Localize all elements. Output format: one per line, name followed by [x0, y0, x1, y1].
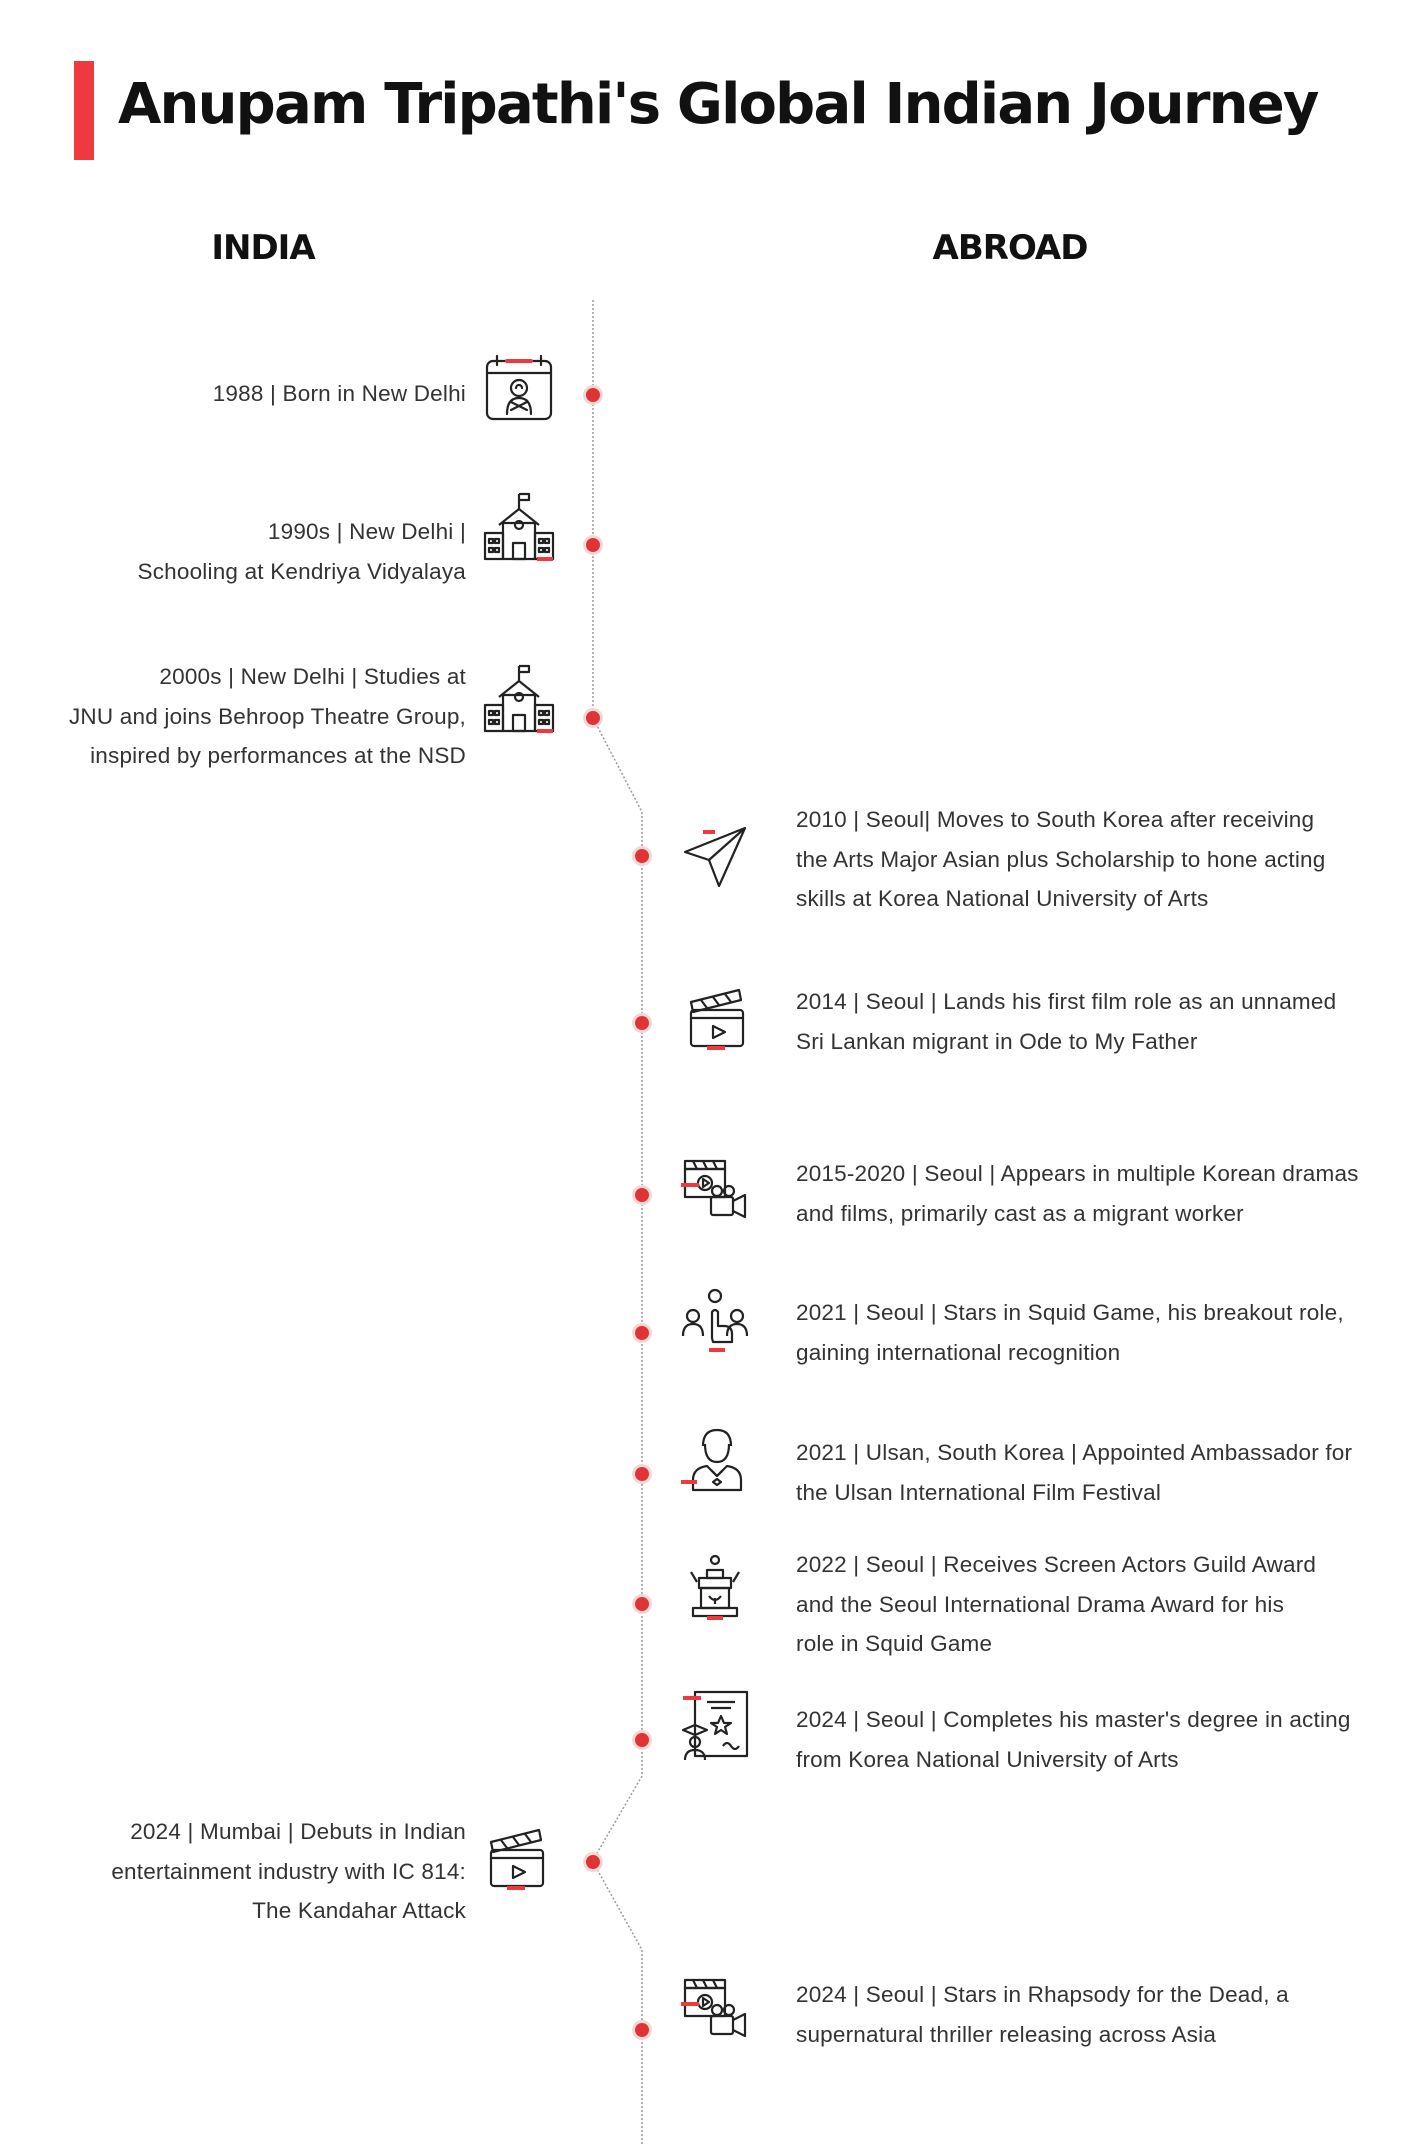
timeline-dot: [586, 1855, 600, 1869]
event-2024-mumbai: [30, 1812, 466, 1931]
event-line: The Kandahar Attack: [252, 1898, 466, 1923]
event-2015-2020: [796, 1154, 1406, 1233]
paper-plane-icon: [679, 822, 751, 894]
event-2022: [796, 1545, 1406, 1664]
timeline-dot: [635, 1597, 649, 1611]
event-line: and the Seoul International Drama Award for his: [796, 1591, 1285, 1617]
event-line: 2010 | Seoul| Moves to South Korea after receiving: [796, 807, 1315, 832]
timeline-dot: [635, 1326, 649, 1340]
timeline-dot: [586, 388, 600, 402]
timeline-dot: [635, 849, 649, 863]
event-line: from Korea National University of Arts: [796, 1746, 1179, 1772]
event-line: 2014 | Seoul | Lands his first film role as an unnamed: [796, 989, 1337, 1014]
event-line: the Ulsan International Film Festival: [796, 1479, 1162, 1505]
event-line: the Arts Major Asian plus Scholarship to hone acting: [796, 846, 1326, 872]
event-line: entertainment industry with IC 814:: [111, 1858, 466, 1884]
certificate-graduate-icon: [681, 1690, 753, 1762]
award-trophy-icon: [679, 1552, 751, 1624]
event-line: 2022 | Seoul | Receives Screen Actors Guild Award: [796, 1552, 1317, 1577]
event-line: and films, primarily cast as a migrant worker: [796, 1200, 1244, 1226]
timeline-dot: [635, 1016, 649, 1030]
clapper-camera-icon: [679, 1974, 751, 2046]
event-line: 2024 | Seoul | Stars in Rhapsody for the Dead, a: [796, 1982, 1289, 2007]
event-2021-ulsan: [796, 1433, 1406, 1512]
event-line: inspired by performances at the NSD: [90, 743, 466, 768]
event-line: gaining international recognition: [796, 1339, 1121, 1365]
page-title: Anupam Tripathi's Global Indian Journey: [118, 72, 1318, 137]
event-1990s: [30, 512, 466, 591]
event-2024-masters: [796, 1700, 1406, 1779]
column-header-india: INDIA: [211, 228, 315, 268]
event-line: Schooling at Kendriya Vidyalaya: [137, 558, 466, 584]
event-line: supernatural thriller releasing across Asia: [796, 2021, 1217, 2047]
event-line: role in Squid Game: [796, 1631, 993, 1656]
event-line: skills at Korea National University of Arts: [796, 886, 1209, 911]
timeline-dot: [586, 538, 600, 552]
timeline-dot: [635, 1467, 649, 1481]
event-2000s: [30, 657, 466, 776]
event-1988: [30, 374, 466, 414]
event-2021-squid-game: [796, 1293, 1406, 1372]
column-header-abroad: ABROAD: [932, 228, 1088, 268]
event-line: 2015-2020 | Seoul | Appears in multiple Korean dramas: [796, 1161, 1359, 1186]
event-line: 2021 | Ulsan, South Korea | Appointed Ambassador for: [796, 1440, 1353, 1465]
timeline-dot: [586, 711, 600, 725]
event-2014: [796, 982, 1406, 1061]
calendar-baby-icon: [483, 352, 555, 424]
timeline-dot: [635, 1188, 649, 1202]
timeline-dot: [635, 1733, 649, 1747]
event-line: 1990s | New Delhi |: [267, 519, 466, 544]
event-line: JNU and joins Behroop Theatre Group,: [68, 703, 466, 729]
event-text: [30, 374, 466, 414]
ambassador-icon: [679, 1424, 751, 1496]
event-line: 1988 | Born in New Delhi: [212, 381, 466, 406]
event-line: 2024 | Mumbai | Debuts in Indian: [130, 1819, 466, 1844]
school-building-icon: [483, 491, 555, 563]
clapper-camera-icon: [679, 1155, 751, 1227]
timeline-spine: [593, 300, 642, 2146]
event-2024-rhapsody: [796, 1975, 1406, 2054]
school-building-icon: [483, 663, 555, 735]
event-line: Sri Lankan migrant in Ode to My Father: [796, 1028, 1198, 1054]
clapperboard-icon: [683, 982, 755, 1054]
event-2010: [796, 800, 1406, 919]
event-line: 2000s | New Delhi | Studies at: [159, 664, 466, 689]
event-line: 2024 | Seoul | Completes his master's degree in acting: [796, 1707, 1351, 1732]
audience-pointer-icon: [679, 1286, 751, 1358]
timeline-dot: [635, 2023, 649, 2037]
event-line: 2021 | Seoul | Stars in Squid Game, his breakout role,: [796, 1300, 1344, 1325]
clapperboard-icon: [483, 1822, 555, 1894]
